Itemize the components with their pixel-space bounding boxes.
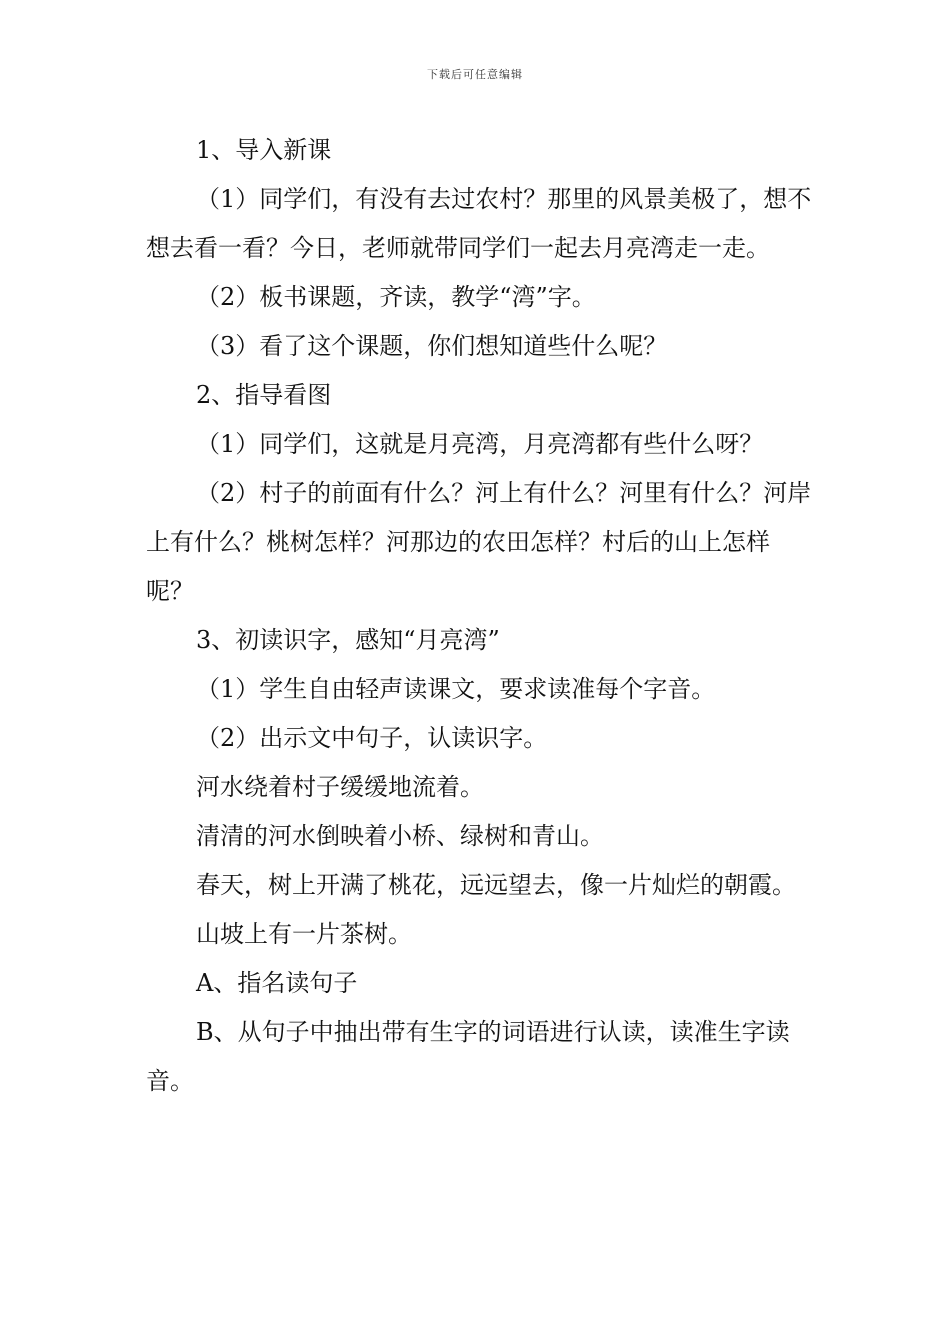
paragraph-3-1: （1）学生自由轻声读课文，要求读准每个字音。 <box>196 675 716 703</box>
heading-first-reading: 3、初读识字，感知“月亮湾” <box>196 626 500 654</box>
document-body <box>146 126 814 1106</box>
sentence-spring: 春天，树上开满了桃花，远远望去，像一片灿烂的朝霞。 <box>196 871 796 899</box>
heading-intro-lesson: 1、导入新课 <box>196 136 332 164</box>
paragraph-2-2: （2）村子的前面有什么？河上有什么？河里有什么？河岸上有什么？桃树怎样？河那边的农田怎样？村后的山上怎样呢？ <box>146 479 812 605</box>
sentence-reflection: 清清的河水倒映着小桥、绿树和青山。 <box>196 822 604 850</box>
page-header: 下载后可任意编辑 <box>427 68 523 81</box>
paragraph-1-1: （1）同学们，有没有去过农村？那里的风景美极了，想不想去看一看？今日，老师就带同学们一起去月亮湾走一走。 <box>146 185 812 262</box>
step-b: B、从句子中抽出带有生字的词语进行认读，读准生字读音。 <box>146 1018 790 1095</box>
step-a: A、指名读句子 <box>196 969 358 997</box>
sentence-tea-trees: 山坡上有一片茶树。 <box>196 920 412 948</box>
paragraph-1-2: （2）板书课题，齐读，教学“湾”字。 <box>196 283 596 311</box>
paragraph-1-3: （3）看了这个课题，你们想知道些什么呢？ <box>196 332 668 360</box>
sentence-river: 河水绕着村子缓缓地流着。 <box>196 773 484 801</box>
paragraph-2-1: （1）同学们，这就是月亮湾，月亮湾都有些什么呀？ <box>196 430 764 458</box>
paragraph-3-2: （2）出示文中句子，认读识字。 <box>196 724 548 752</box>
heading-guide-picture: 2、指导看图 <box>196 381 332 409</box>
